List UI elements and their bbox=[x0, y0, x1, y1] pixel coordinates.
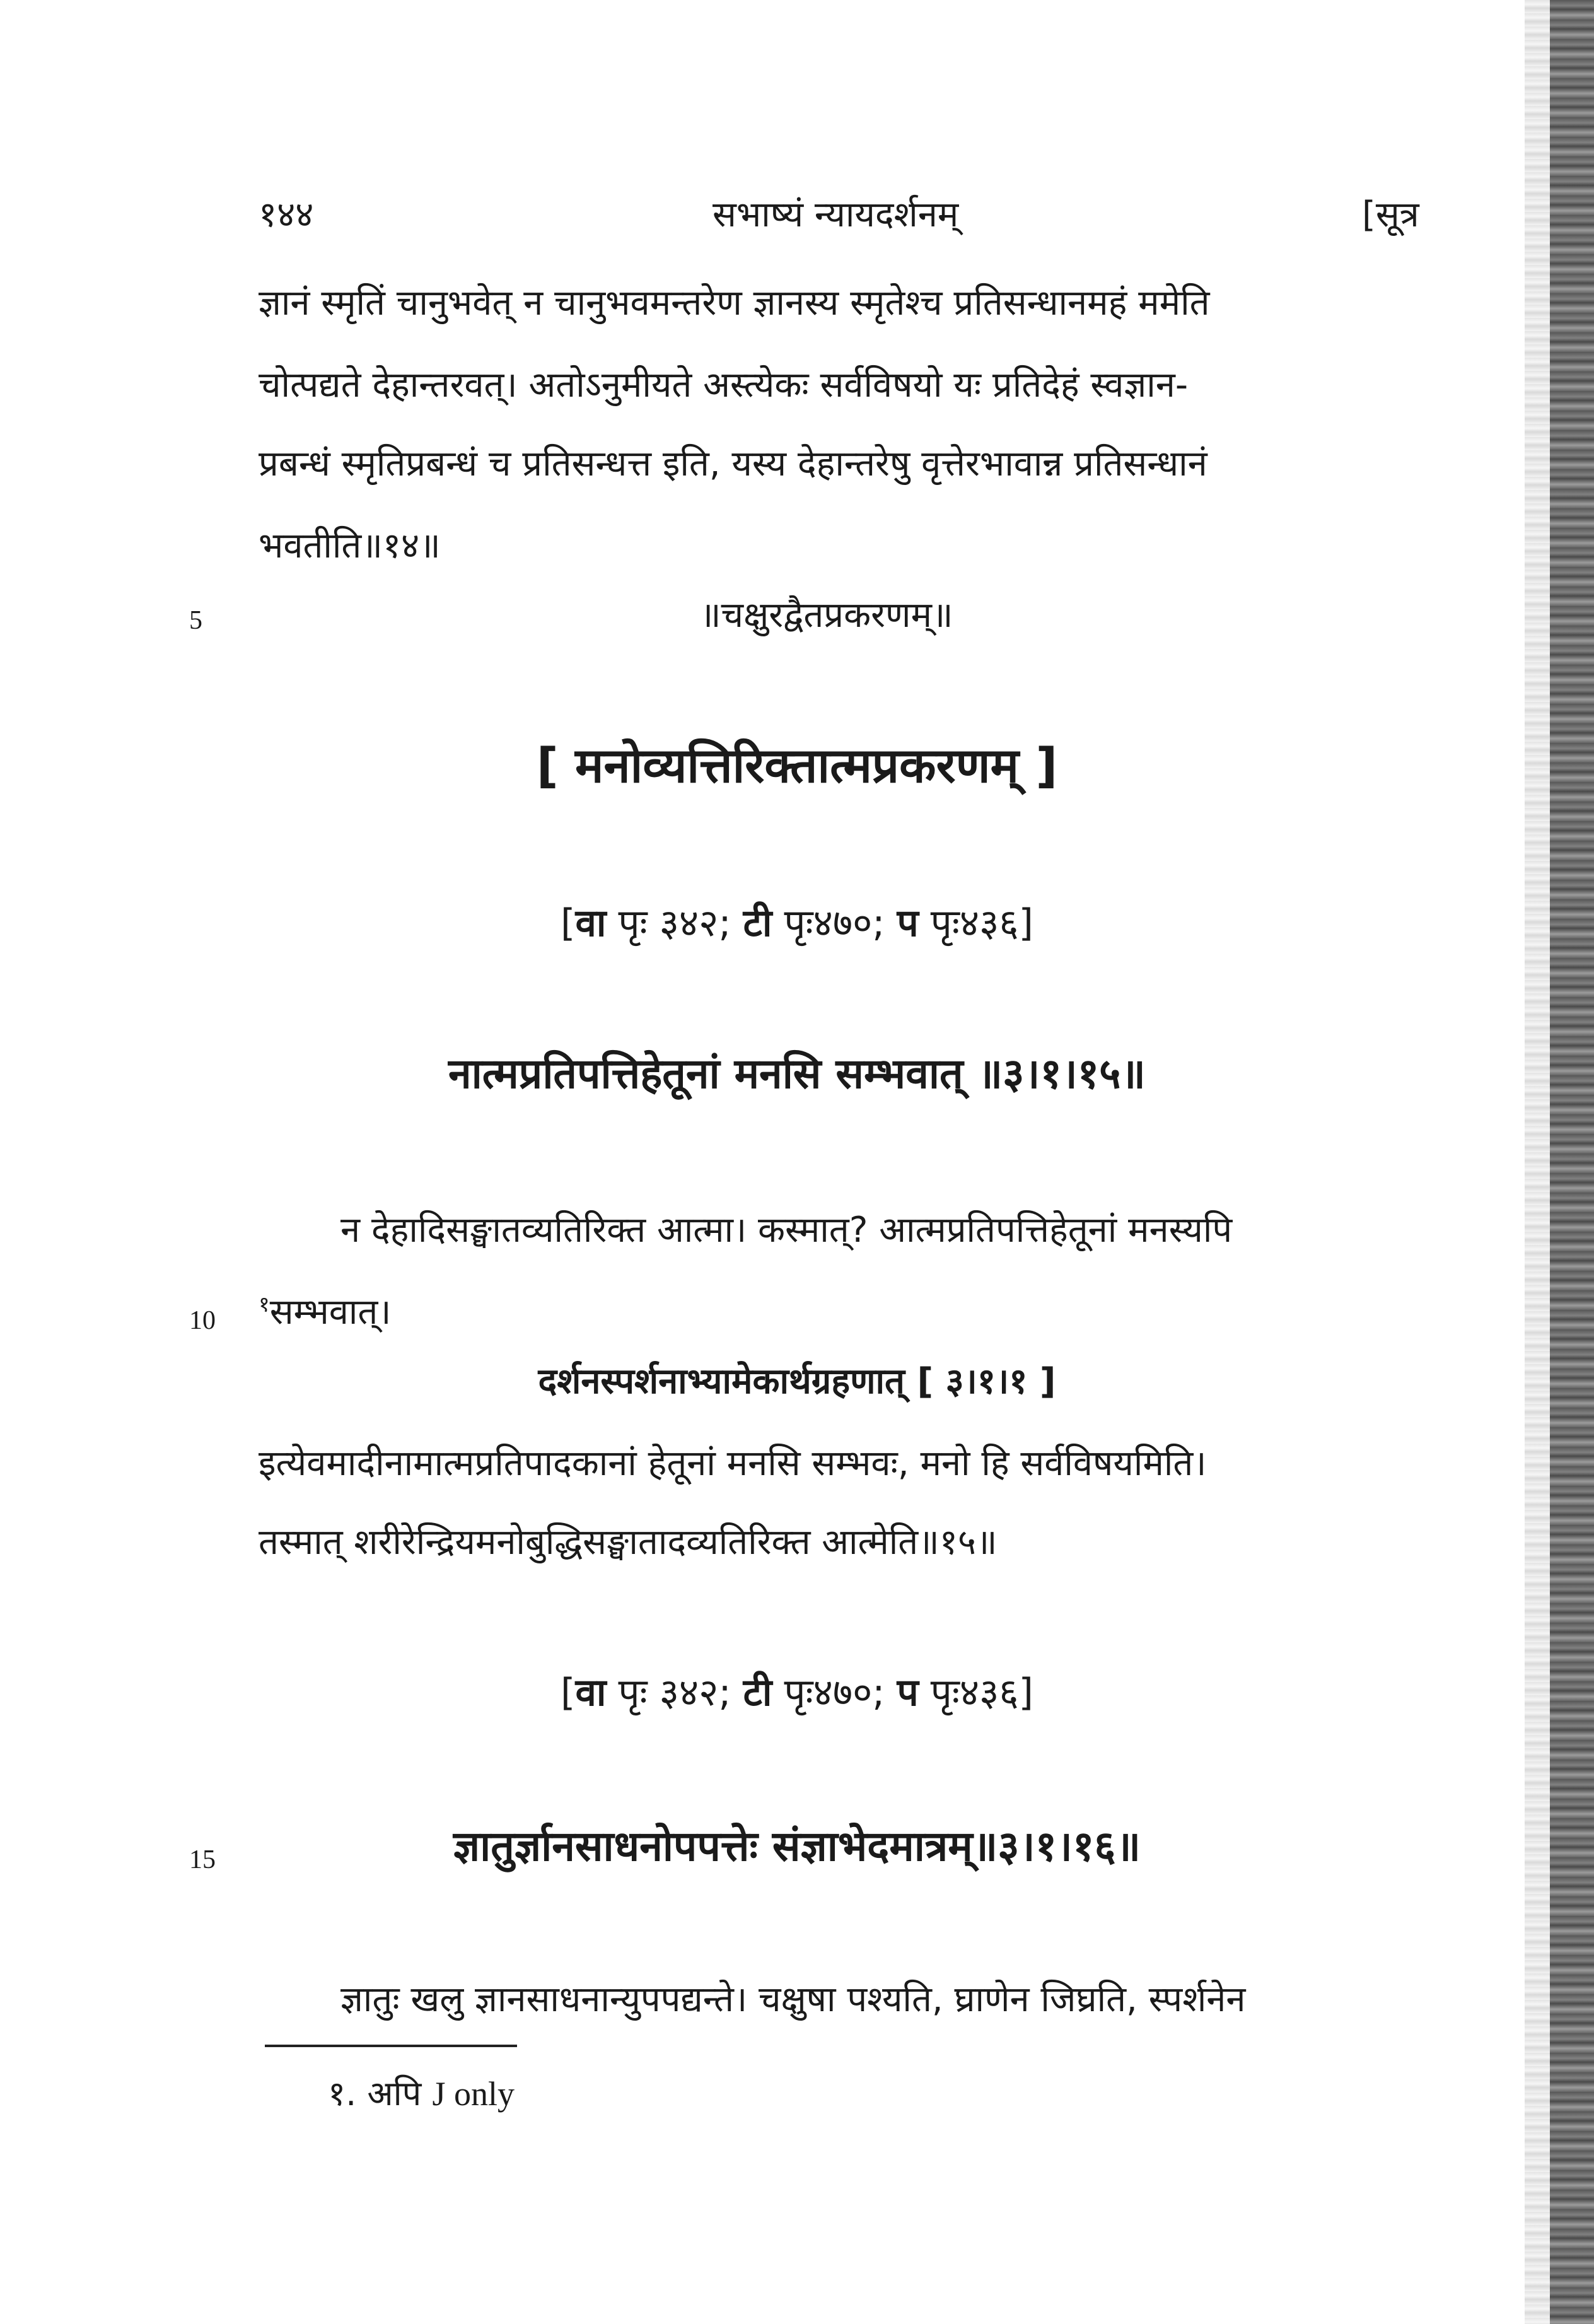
ref-pa: प bbox=[897, 901, 919, 945]
ref-pa: प bbox=[897, 1671, 919, 1715]
sutra-3-1-15: नात्मप्रतिपत्तिहेतूनां मनसि सम्भवात् ॥३।१।१५॥ bbox=[448, 1049, 1146, 1098]
ref-close-bracket: ] bbox=[1018, 901, 1033, 945]
para2-line2 bbox=[259, 1287, 392, 1334]
ref-open-bracket: [ bbox=[561, 1671, 576, 1715]
ref-pa-page: पृः४३६ bbox=[918, 901, 1019, 945]
section-end-marker: ॥चक्षुरद्वैतप्रकरणम्॥ bbox=[700, 595, 953, 636]
reference-line-2 bbox=[0, 1665, 1594, 1717]
ref-va-page: पृः ३४२; bbox=[606, 1671, 743, 1715]
page-number: १४४ bbox=[259, 194, 314, 235]
scanned-page-edge bbox=[1550, 0, 1594, 2324]
ref-pa-page: पृः४३६ bbox=[918, 1671, 1019, 1715]
para4-line1: ज्ञातुः खलु ज्ञानसाधनान्युपपद्यन्ते। चक्षुषा पश्यति, घ्राणेन जिघ्रति, स्पर्शनेन bbox=[340, 1979, 1246, 2020]
page-edge-shadow bbox=[1525, 0, 1550, 2324]
line-number-5: 5 bbox=[189, 606, 202, 635]
footnote-source: J only bbox=[432, 2075, 515, 2113]
ref-close-bracket: ] bbox=[1018, 1671, 1033, 1715]
ref-va: वा bbox=[575, 1671, 607, 1715]
para3-line2: तस्मात् शरीरेन्द्रियमनोबुद्धिसङ्घातादव्यतिरिक्त आत्मेति॥१५॥ bbox=[259, 1522, 998, 1563]
line-number-15: 15 bbox=[189, 1845, 216, 1874]
para1-line4: भवतीति॥१४॥ bbox=[259, 525, 441, 566]
footnote-word: अपि bbox=[367, 2074, 422, 2113]
sutra-3-1-16: ज्ञातुर्ज्ञानसाधनोपपत्तेः संज्ञाभेदमात्रम्॥३।१।१६॥ bbox=[453, 1822, 1141, 1871]
footnote-number: १. bbox=[328, 2074, 357, 2113]
running-section-label: [सूत्र bbox=[1362, 194, 1419, 235]
footnote-rule bbox=[265, 2045, 517, 2047]
ref-ti: टी bbox=[743, 1671, 772, 1715]
para1-line2: चोत्पद्यते देहान्तरवत्। अतोऽनुमीयते अस्त्येकः सर्वविषयो यः प्रतिदेहं स्वज्ञान- bbox=[259, 365, 1189, 406]
quoted-sutra-3-1-1: दर्शनस्पर्शनाभ्यामेकार्थग्रहणात् [ ३।१।१ ] bbox=[538, 1361, 1056, 1402]
para1-line1: ज्ञानं स्मृतिं चानुभवेत् न चानुभवमन्तरेण ज्ञानस्य स्मृतेश्च प्रतिसन्धानमहं ममेति bbox=[259, 283, 1210, 324]
line-number-10: 10 bbox=[189, 1306, 216, 1335]
footnote-marker: १ bbox=[259, 1292, 270, 1317]
para1-line3: प्रबन्धं स्मृतिप्रबन्धं च प्रतिसन्धत्त इति, यस्य देहान्तरेषु वृत्तेरभावान्न प्रतिसन्धानं bbox=[259, 443, 1207, 484]
ref-ti-page: पृः४७०; bbox=[772, 901, 897, 945]
footnote bbox=[328, 2069, 515, 2115]
section-title: [ मनोव्यत्तिरिक्तात्मप्रकरणम् ] bbox=[536, 737, 1058, 793]
ref-open-bracket: [ bbox=[561, 901, 576, 945]
para2-line2-text: सम्भवात्। bbox=[269, 1292, 392, 1333]
ref-va: वा bbox=[575, 901, 607, 945]
ref-ti: टी bbox=[743, 901, 772, 945]
para3-line1: इत्येवमादीनामात्मप्रतिपादकानां हेतूनां मनसि सम्भवः, मनो हि सर्वविषयमिति। bbox=[259, 1443, 1207, 1484]
reference-line-1 bbox=[0, 896, 1594, 947]
ref-va-page: पृः ३४२; bbox=[606, 901, 743, 945]
running-title: सभाष्यं न्यायदर्शनम् bbox=[713, 194, 959, 235]
ref-ti-page: पृः४७०; bbox=[772, 1671, 897, 1715]
para2-line1: न देहादिसङ्घातव्यतिरिक्त आत्मा। कस्मात्? आत्मप्रतिपत्तिहेतूनां मनस्यपि bbox=[340, 1210, 1233, 1251]
